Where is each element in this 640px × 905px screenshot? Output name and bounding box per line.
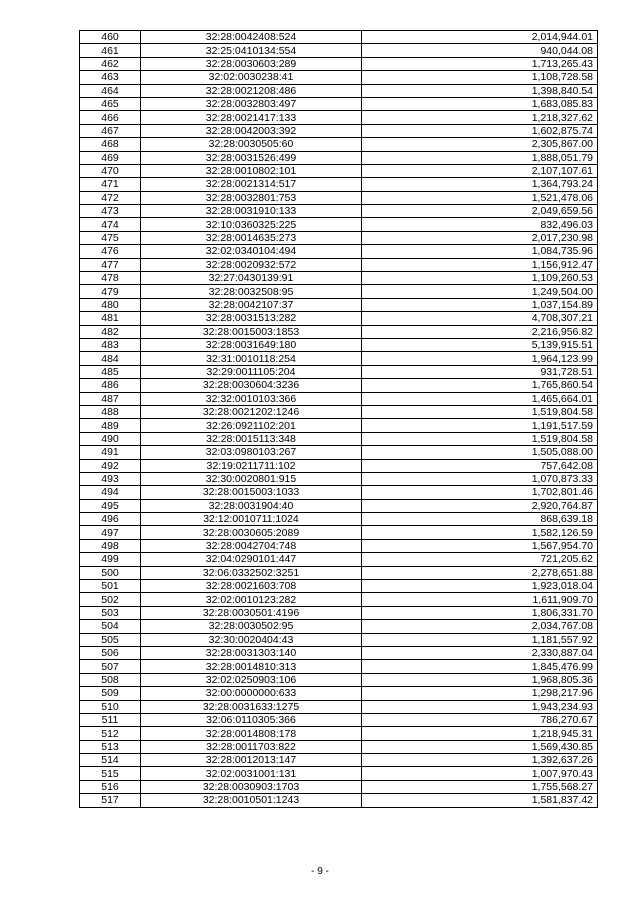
amount-cell: 1,943,234.93 xyxy=(362,700,598,713)
amount-cell: 2,107,107.61 xyxy=(362,164,598,177)
row-number-cell: 500 xyxy=(80,566,141,579)
row-number-cell: 504 xyxy=(80,620,141,633)
table-row xyxy=(80,44,598,57)
cadastral-number-cell: 32:02:0010123:282 xyxy=(141,593,362,606)
amount-cell: 1,964,123.99 xyxy=(362,352,598,365)
row-number-cell: 472 xyxy=(80,191,141,204)
cadastral-number-cell: 32:28:0042003:392 xyxy=(141,124,362,137)
table-row xyxy=(80,419,598,432)
amount-cell: 1,567,954.70 xyxy=(362,539,598,552)
page-number: - 9 - xyxy=(311,866,329,877)
table-row xyxy=(80,513,598,526)
table-row xyxy=(80,740,598,753)
cadastral-number-cell: 32:03:0980103:267 xyxy=(141,446,362,459)
row-number-cell: 503 xyxy=(80,606,141,619)
amount-cell: 1,765,860.54 xyxy=(362,379,598,392)
amount-cell: 2,920,764.87 xyxy=(362,499,598,512)
table-row xyxy=(80,272,598,285)
row-number-cell: 490 xyxy=(80,432,141,445)
table-row xyxy=(80,178,598,191)
amount-cell: 1,582,126.59 xyxy=(362,526,598,539)
amount-cell: 1,888,051.79 xyxy=(362,151,598,164)
cadastral-number-cell: 32:02:0340104:494 xyxy=(141,245,362,258)
row-number-cell: 466 xyxy=(80,111,141,124)
cadastral-number-cell: 32:28:0014635:273 xyxy=(141,231,362,244)
row-number-cell: 496 xyxy=(80,513,141,526)
cadastral-number-cell: 32:28:0031649:180 xyxy=(141,338,362,351)
amount-cell: 1,611,909.70 xyxy=(362,593,598,606)
table-row xyxy=(80,499,598,512)
table-row xyxy=(80,767,598,780)
cadastral-number-cell: 32:28:0031910:133 xyxy=(141,205,362,218)
amount-cell: 2,330,887.04 xyxy=(362,646,598,659)
table-row xyxy=(80,606,598,619)
table-row xyxy=(80,84,598,97)
cadastral-number-cell: 32:28:0015003:1033 xyxy=(141,486,362,499)
table-row xyxy=(80,231,598,244)
amount-cell: 1,702,801.46 xyxy=(362,486,598,499)
cadastral-number-cell: 32:28:0012013:147 xyxy=(141,754,362,767)
data-table xyxy=(79,30,598,808)
cadastral-number-cell: 32:28:0010501:1243 xyxy=(141,794,362,807)
amount-cell: 1,218,327.62 xyxy=(362,111,598,124)
row-number-cell: 501 xyxy=(80,580,141,593)
row-number-cell: 487 xyxy=(80,392,141,405)
amount-cell: 1,364,793.24 xyxy=(362,178,598,191)
table-row xyxy=(80,580,598,593)
cadastral-number-cell: 32:28:0042408:524 xyxy=(141,31,362,44)
amount-cell: 757,642.08 xyxy=(362,459,598,472)
table-row xyxy=(80,285,598,298)
row-number-cell: 476 xyxy=(80,245,141,258)
table-row xyxy=(80,646,598,659)
amount-cell: 1,249,504.00 xyxy=(362,285,598,298)
row-number-cell: 486 xyxy=(80,379,141,392)
amount-cell: 1,191,517.59 xyxy=(362,419,598,432)
cadastral-number-cell: 32:28:0031904:40 xyxy=(141,499,362,512)
amount-cell: 1,755,568.27 xyxy=(362,780,598,793)
row-number-cell: 465 xyxy=(80,97,141,110)
cadastral-number-cell: 32:28:0031303:140 xyxy=(141,646,362,659)
cadastral-number-cell: 32:28:0030505:60 xyxy=(141,138,362,151)
row-number-cell: 497 xyxy=(80,526,141,539)
cadastral-number-cell: 32:28:0021417:133 xyxy=(141,111,362,124)
row-number-cell: 484 xyxy=(80,352,141,365)
cadastral-number-cell: 32:04:0290101:447 xyxy=(141,553,362,566)
row-number-cell: 491 xyxy=(80,446,141,459)
amount-cell: 1,569,430.85 xyxy=(362,740,598,753)
row-number-cell: 505 xyxy=(80,633,141,646)
table-row xyxy=(80,258,598,271)
amount-cell: 1,519,804.58 xyxy=(362,432,598,445)
cadastral-number-cell: 32:02:0030238:41 xyxy=(141,71,362,84)
amount-cell: 868,639.18 xyxy=(362,513,598,526)
cadastral-number-cell: 32:28:0021202:1246 xyxy=(141,405,362,418)
cadastral-number-cell: 32:28:0021314:517 xyxy=(141,178,362,191)
table-row xyxy=(80,111,598,124)
amount-cell: 832,496.03 xyxy=(362,218,598,231)
cadastral-number-cell: 32:30:0020801:915 xyxy=(141,472,362,485)
row-number-cell: 513 xyxy=(80,740,141,753)
row-number-cell: 475 xyxy=(80,231,141,244)
cadastral-number-cell: 32:28:0020932:572 xyxy=(141,258,362,271)
amount-cell: 1,037,154.89 xyxy=(362,298,598,311)
cadastral-number-cell: 32:25:0410134:554 xyxy=(141,44,362,57)
cadastral-number-cell: 32:30:0020404:43 xyxy=(141,633,362,646)
amount-cell: 1,392,637.26 xyxy=(362,754,598,767)
table-row xyxy=(80,553,598,566)
amount-cell: 940,044.08 xyxy=(362,44,598,57)
amount-cell: 1,581,837.42 xyxy=(362,794,598,807)
table-row xyxy=(80,620,598,633)
cadastral-number-cell: 32:32:0010103:366 xyxy=(141,392,362,405)
cadastral-number-cell: 32:02:0250903:106 xyxy=(141,673,362,686)
cadastral-number-cell: 32:10:0360325:225 xyxy=(141,218,362,231)
table-row xyxy=(80,245,598,258)
row-number-cell: 483 xyxy=(80,338,141,351)
amount-cell: 721,205.62 xyxy=(362,553,598,566)
table-row xyxy=(80,486,598,499)
row-number-cell: 478 xyxy=(80,272,141,285)
amount-cell: 2,034,767.08 xyxy=(362,620,598,633)
table-body xyxy=(80,31,598,808)
row-number-cell: 460 xyxy=(80,31,141,44)
amount-cell: 1,084,735.96 xyxy=(362,245,598,258)
cadastral-number-cell: 32:28:0021603:708 xyxy=(141,580,362,593)
table-row xyxy=(80,673,598,686)
table-row xyxy=(80,633,598,646)
amount-cell: 2,017,230.98 xyxy=(362,231,598,244)
row-number-cell: 498 xyxy=(80,539,141,552)
row-number-cell: 469 xyxy=(80,151,141,164)
table-row xyxy=(80,526,598,539)
table-row xyxy=(80,71,598,84)
row-number-cell: 506 xyxy=(80,646,141,659)
cadastral-number-cell: 32:28:0031633:1275 xyxy=(141,700,362,713)
cadastral-number-cell: 32:28:0032801:753 xyxy=(141,191,362,204)
table-row xyxy=(80,338,598,351)
cadastral-number-cell: 32:28:0015113:348 xyxy=(141,432,362,445)
amount-cell: 1,683,085.83 xyxy=(362,97,598,110)
row-number-cell: 508 xyxy=(80,673,141,686)
cadastral-number-cell: 32:28:0014808:178 xyxy=(141,727,362,740)
amount-cell: 1,298,217.96 xyxy=(362,687,598,700)
cadastral-number-cell: 32:00:0000000:633 xyxy=(141,687,362,700)
table-row xyxy=(80,472,598,485)
amount-cell: 4,708,307.21 xyxy=(362,312,598,325)
cadastral-number-cell: 32:29:0011105:204 xyxy=(141,365,362,378)
row-number-cell: 482 xyxy=(80,325,141,338)
cadastral-number-cell: 32:06:0110305:366 xyxy=(141,713,362,726)
row-number-cell: 462 xyxy=(80,57,141,70)
table-row xyxy=(80,700,598,713)
row-number-cell: 461 xyxy=(80,44,141,57)
table-row xyxy=(80,459,598,472)
row-number-cell: 495 xyxy=(80,499,141,512)
amount-cell: 1,007,970.43 xyxy=(362,767,598,780)
amount-cell: 1,109,260.53 xyxy=(362,272,598,285)
row-number-cell: 489 xyxy=(80,419,141,432)
table-row xyxy=(80,780,598,793)
cadastral-number-cell: 32:28:0030903:1703 xyxy=(141,780,362,793)
table-row xyxy=(80,31,598,44)
row-number-cell: 512 xyxy=(80,727,141,740)
cadastral-number-cell: 32:28:0032508:95 xyxy=(141,285,362,298)
row-number-cell: 511 xyxy=(80,713,141,726)
row-number-cell: 471 xyxy=(80,178,141,191)
row-number-cell: 463 xyxy=(80,71,141,84)
row-number-cell: 516 xyxy=(80,780,141,793)
row-number-cell: 464 xyxy=(80,84,141,97)
row-number-cell: 502 xyxy=(80,593,141,606)
table-row xyxy=(80,164,598,177)
table-row xyxy=(80,593,598,606)
cadastral-number-cell: 32:12:0010711:1024 xyxy=(141,513,362,526)
cadastral-number-cell: 32:28:0011703:822 xyxy=(141,740,362,753)
cadastral-number-cell: 32:28:0031513:282 xyxy=(141,312,362,325)
cadastral-number-cell: 32:28:0042704:748 xyxy=(141,539,362,552)
amount-cell: 1,156,912.47 xyxy=(362,258,598,271)
amount-cell: 931,728.51 xyxy=(362,365,598,378)
amount-cell: 1,521,478.06 xyxy=(362,191,598,204)
cadastral-number-cell: 32:28:0032803:497 xyxy=(141,97,362,110)
amount-cell: 1,519,804.58 xyxy=(362,405,598,418)
cadastral-number-cell: 32:31:0010118:254 xyxy=(141,352,362,365)
table-row xyxy=(80,539,598,552)
table-row xyxy=(80,432,598,445)
cadastral-number-cell: 32:28:0021208:486 xyxy=(141,84,362,97)
table-row xyxy=(80,727,598,740)
amount-cell: 1,398,840.54 xyxy=(362,84,598,97)
table-row xyxy=(80,218,598,231)
table-row xyxy=(80,794,598,807)
cadastral-number-cell: 32:27:0430139:91 xyxy=(141,272,362,285)
row-number-cell: 514 xyxy=(80,754,141,767)
amount-cell: 2,216,956.82 xyxy=(362,325,598,338)
cadastral-number-cell: 32:28:0010802:101 xyxy=(141,164,362,177)
amount-cell: 1,806,331.70 xyxy=(362,606,598,619)
table-row xyxy=(80,566,598,579)
cadastral-number-cell: 32:28:0014810:313 xyxy=(141,660,362,673)
cadastral-number-cell: 32:02:0031001:131 xyxy=(141,767,362,780)
cadastral-number-cell: 32:28:0030502:95 xyxy=(141,620,362,633)
amount-cell: 786,270.67 xyxy=(362,713,598,726)
row-number-cell: 515 xyxy=(80,767,141,780)
row-number-cell: 467 xyxy=(80,124,141,137)
amount-cell: 2,014,944.01 xyxy=(362,31,598,44)
cadastral-number-cell: 32:28:0030501:4196 xyxy=(141,606,362,619)
row-number-cell: 493 xyxy=(80,472,141,485)
row-number-cell: 477 xyxy=(80,258,141,271)
table-row xyxy=(80,392,598,405)
amount-cell: 1,465,664.01 xyxy=(362,392,598,405)
amount-cell: 5,139,915.51 xyxy=(362,338,598,351)
row-number-cell: 509 xyxy=(80,687,141,700)
table-row xyxy=(80,687,598,700)
cadastral-number-cell: 32:06:0332502:3251 xyxy=(141,566,362,579)
row-number-cell: 468 xyxy=(80,138,141,151)
table-row xyxy=(80,379,598,392)
amount-cell: 1,845,476.99 xyxy=(362,660,598,673)
amount-cell: 2,278,651.88 xyxy=(362,566,598,579)
row-number-cell: 480 xyxy=(80,298,141,311)
amount-cell: 1,602,875.74 xyxy=(362,124,598,137)
cadastral-number-cell: 32:19:0211711:102 xyxy=(141,459,362,472)
cadastral-number-cell: 32:28:0030605:2089 xyxy=(141,526,362,539)
table-row xyxy=(80,660,598,673)
row-number-cell: 474 xyxy=(80,218,141,231)
cadastral-number-cell: 32:28:0031526:499 xyxy=(141,151,362,164)
row-number-cell: 510 xyxy=(80,700,141,713)
table-row xyxy=(80,191,598,204)
row-number-cell: 473 xyxy=(80,205,141,218)
row-number-cell: 499 xyxy=(80,553,141,566)
table-row xyxy=(80,97,598,110)
cadastral-number-cell: 32:26:0921102:201 xyxy=(141,419,362,432)
amount-cell: 1,218,945.31 xyxy=(362,727,598,740)
cadastral-number-cell: 32:28:0042107:37 xyxy=(141,298,362,311)
table-row xyxy=(80,205,598,218)
cadastral-number-cell: 32:28:0030603:289 xyxy=(141,57,362,70)
table-row xyxy=(80,151,598,164)
table-row xyxy=(80,298,598,311)
row-number-cell: 479 xyxy=(80,285,141,298)
row-number-cell: 507 xyxy=(80,660,141,673)
table-row xyxy=(80,352,598,365)
row-number-cell: 470 xyxy=(80,164,141,177)
table-row xyxy=(80,138,598,151)
row-number-cell: 517 xyxy=(80,794,141,807)
cadastral-number-cell: 32:28:0015003:1853 xyxy=(141,325,362,338)
row-number-cell: 481 xyxy=(80,312,141,325)
amount-cell: 1,505,088.00 xyxy=(362,446,598,459)
amount-cell: 1,968,805.36 xyxy=(362,673,598,686)
amount-cell: 2,305,867.00 xyxy=(362,138,598,151)
row-number-cell: 492 xyxy=(80,459,141,472)
table-row xyxy=(80,124,598,137)
table-row xyxy=(80,754,598,767)
table-row xyxy=(80,312,598,325)
table-row xyxy=(80,713,598,726)
amount-cell: 1,713,265.43 xyxy=(362,57,598,70)
amount-cell: 1,108,728.58 xyxy=(362,71,598,84)
table-row xyxy=(80,365,598,378)
row-number-cell: 485 xyxy=(80,365,141,378)
table-row xyxy=(80,446,598,459)
amount-cell: 1,923,018.04 xyxy=(362,580,598,593)
cadastral-number-cell: 32:28:0030604:3236 xyxy=(141,379,362,392)
amount-cell: 2,049,659.56 xyxy=(362,205,598,218)
table-row xyxy=(80,405,598,418)
amount-cell: 1,181,557.92 xyxy=(362,633,598,646)
row-number-cell: 494 xyxy=(80,486,141,499)
table-row xyxy=(80,57,598,70)
row-number-cell: 488 xyxy=(80,405,141,418)
table-row xyxy=(80,325,598,338)
amount-cell: 1,070,873.33 xyxy=(362,472,598,485)
